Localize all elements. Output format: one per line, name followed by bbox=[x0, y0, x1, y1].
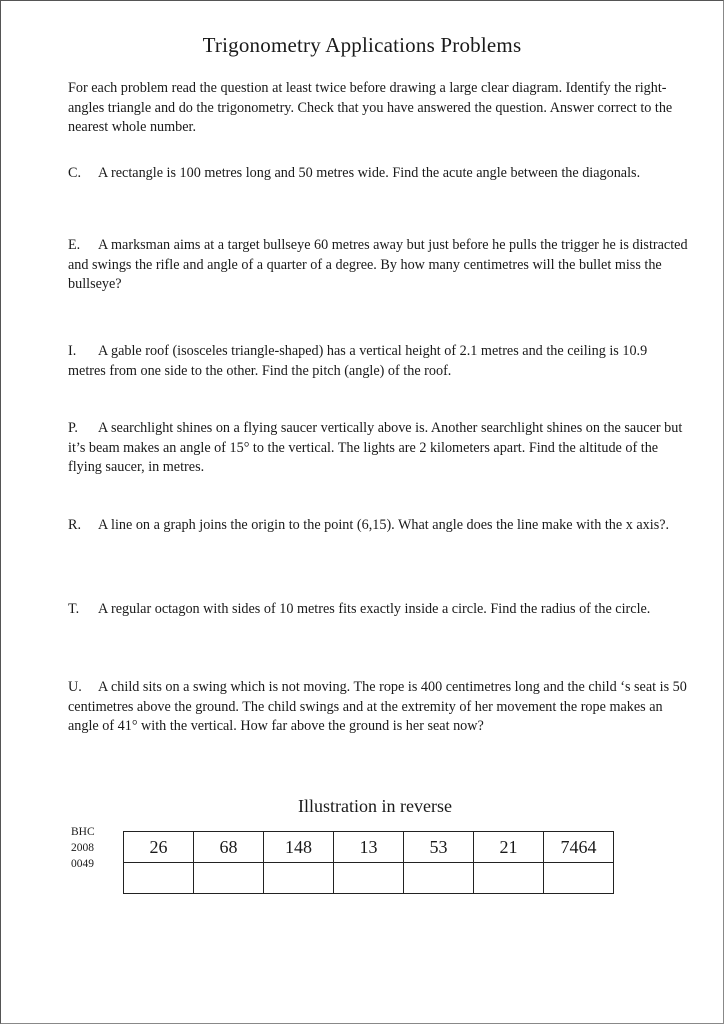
answer-table bbox=[123, 831, 614, 894]
problem-text: A searchlight shines on a flying saucer vertically above is. Another searchlight shines on the saucer but it’s beam makes an angle of 15° to the vertical. The lights are 2 kilometers apart. Find the altitude of the flying saucer, in metres. bbox=[68, 420, 683, 476]
answer-row bbox=[124, 832, 614, 863]
letter-cell[interactable] bbox=[194, 863, 264, 894]
problem-text: A gable roof (isosceles triangle-shaped) has a vertical height of 2.1 metres and the ceiling is 10.9 metres from one side to the other. Find the pitch (angle) of the roof. bbox=[68, 343, 648, 379]
answer-cell: 13 bbox=[334, 832, 404, 863]
problem-letter: T. bbox=[68, 601, 80, 617]
problem-letter: E. bbox=[68, 237, 81, 253]
problem-p bbox=[68, 419, 688, 478]
problem-text: A regular octagon with sides of 10 metres fits exactly inside a circle. Find the radius of the circle. bbox=[98, 601, 651, 617]
problem-letter: U. bbox=[68, 679, 82, 695]
code-line: 0049 bbox=[71, 858, 94, 870]
problem-e bbox=[68, 236, 688, 295]
answer-cell: 53 bbox=[404, 832, 474, 863]
code-line: BHC bbox=[71, 826, 95, 838]
problem-text: A rectangle is 100 metres long and 50 metres wide. Find the acute angle between the diagonals. bbox=[98, 165, 641, 181]
letter-cell[interactable] bbox=[404, 863, 474, 894]
problem-letter: C. bbox=[68, 165, 82, 181]
answer-cell: 7464 bbox=[544, 832, 614, 863]
letter-cell[interactable] bbox=[544, 863, 614, 894]
answer-cell: 26 bbox=[124, 832, 194, 863]
problem-t bbox=[68, 600, 688, 620]
answer-cell: 148 bbox=[264, 832, 334, 863]
problem-c bbox=[68, 164, 688, 184]
letter-row bbox=[124, 863, 614, 894]
illustration-title: Illustration in reverse bbox=[298, 796, 452, 816]
problem-letter: R. bbox=[68, 517, 82, 533]
answer-cell: 21 bbox=[474, 832, 544, 863]
problem-text: A line on a graph joins the origin to the point (6,15). What angle does the line make with the x axis?. bbox=[98, 517, 670, 533]
answer-cell: 68 bbox=[194, 832, 264, 863]
problem-u bbox=[68, 678, 688, 737]
instructions-paragraph: For each problem read the question at least twice before drawing a large clear diagram. Identify the right-angles triangle and do the trigonometry. Check that you have answered the question. Answer correct to the nearest whole number. bbox=[68, 80, 673, 136]
letter-cell[interactable] bbox=[474, 863, 544, 894]
problem-letter: I. bbox=[68, 343, 77, 359]
problem-i bbox=[68, 342, 688, 381]
worksheet-code bbox=[71, 824, 95, 872]
letter-cell[interactable] bbox=[264, 863, 334, 894]
letter-cell[interactable] bbox=[124, 863, 194, 894]
page-title: Trigonometry Applications Problems bbox=[202, 33, 522, 57]
problem-r bbox=[68, 516, 688, 536]
problem-text: A child sits on a swing which is not moving. The rope is 400 centimetres long and the child ‘s seat is 50 centimetres above the ground. The child swings and at the extremity of her movement the rope makes an angle of 41° with the vertical. How far above the ground is her seat now? bbox=[68, 679, 687, 735]
code-line: 2008 bbox=[71, 842, 94, 854]
problem-text: A marksman aims at a target bullseye 60 metres away but just before he pulls the trigger he is distracted and swings the rifle and angle of a quarter of a degree. By how many centimetres will the bullet miss the bullseye? bbox=[68, 237, 688, 293]
problem-letter: P. bbox=[68, 420, 78, 436]
letter-cell[interactable] bbox=[334, 863, 404, 894]
